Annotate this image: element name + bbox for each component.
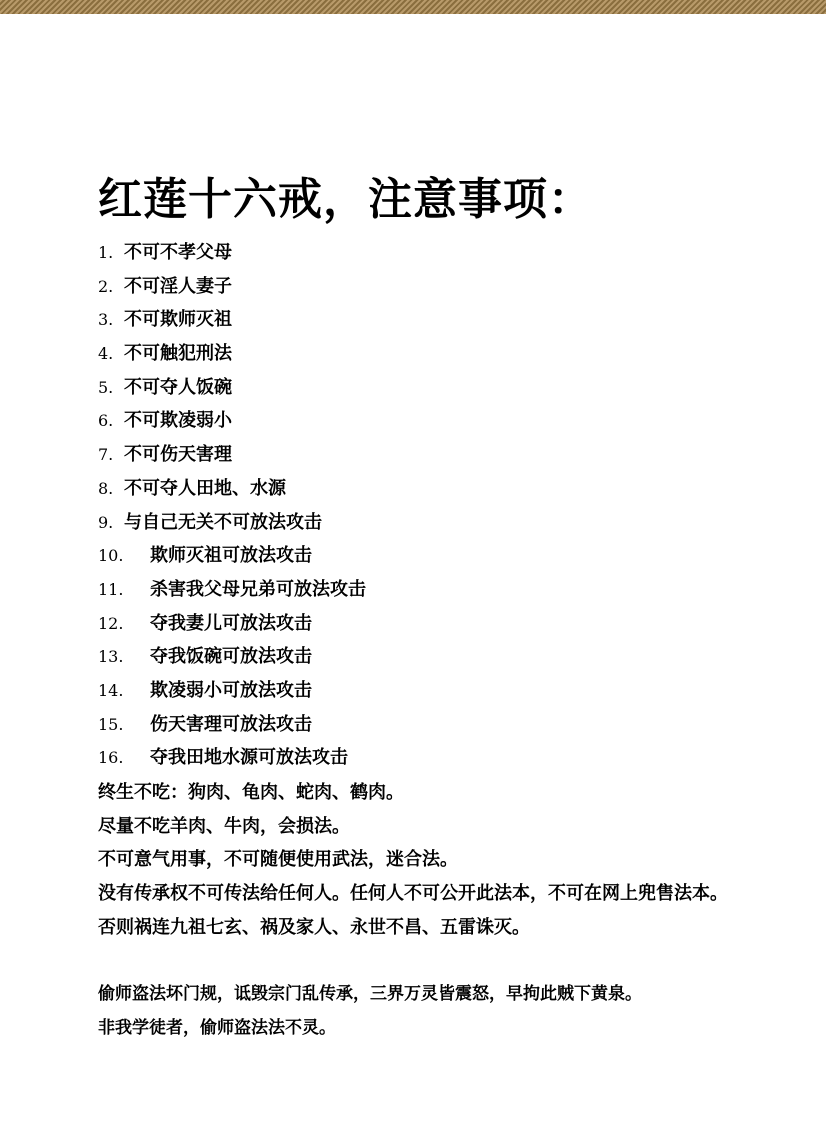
list-text: 不可欺师灭祖 [124, 309, 232, 331]
list-item [98, 236, 788, 270]
list-text: 不可夺人饭碗 [124, 376, 232, 398]
list-number: 13. [98, 647, 124, 667]
warning-section [98, 978, 798, 1045]
decorative-top-border [0, 0, 826, 14]
list-text: 欺凌弱小可放法攻击 [150, 679, 312, 701]
note-line: 终生不吃：狗肉、龟肉、蛇肉、鹤肉。 [98, 782, 404, 803]
rules-list [98, 236, 788, 775]
list-item [98, 438, 788, 472]
list-number: 3. [98, 310, 114, 330]
list-item [98, 506, 788, 540]
page-title: 红莲十六戒，注意事项： [98, 174, 593, 225]
list-item [98, 607, 788, 641]
list-number: 5. [98, 377, 114, 397]
warning-line: 偷师盗法坏门规，诋毁宗门乱传承，三界万灵皆震怒，早拘此贼下黄泉。 [98, 984, 642, 1004]
list-text: 夺我田地水源可放法攻击 [150, 747, 348, 769]
list-item [98, 270, 788, 304]
list-number: 15. [98, 714, 124, 734]
list-text: 欺师灭祖可放法攻击 [150, 545, 312, 567]
list-number: 1. [98, 243, 114, 262]
list-text: 不可伤天害理 [124, 444, 232, 466]
list-item [98, 573, 788, 607]
list-item [98, 539, 788, 573]
list-number: 4. [98, 344, 114, 364]
list-number: 10. [98, 546, 124, 566]
note-line: 不可意气用事，不可随便使用武法，迷合法。 [98, 849, 458, 871]
list-text: 与自己无关不可放法攻击 [124, 511, 322, 533]
list-number: 6. [98, 411, 114, 431]
list-number: 12. [98, 613, 124, 633]
list-number: 9. [98, 512, 114, 532]
list-item [98, 472, 788, 506]
list-text: 伤天害理可放法攻击 [150, 713, 312, 735]
list-item [98, 337, 788, 371]
list-number: 14. [98, 680, 124, 700]
list-text: 杀害我父母兄弟可放法攻击 [150, 578, 366, 600]
list-text: 不可欺凌弱小 [124, 410, 232, 432]
list-item [98, 741, 788, 775]
warning-line: 非我学徒者，偷师盗法法不灵。 [98, 1017, 336, 1038]
note-line: 否则祸连九祖七玄、祸及家人、永世不昌、五雷诛灭。 [98, 916, 530, 938]
list-item [98, 708, 788, 742]
list-item [98, 404, 788, 438]
list-text: 夺我妻儿可放法攻击 [150, 612, 312, 634]
list-text: 不可淫人妻子 [124, 275, 232, 297]
list-item [98, 371, 788, 405]
list-text: 不可夺人田地、水源 [124, 477, 286, 499]
list-text: 不可不孝父母 [124, 242, 232, 263]
list-text: 不可触犯刑法 [124, 343, 232, 365]
list-item [98, 303, 788, 337]
list-number: 2. [98, 276, 114, 296]
notes-section [98, 776, 798, 944]
list-number: 16. [98, 748, 124, 768]
list-text: 夺我饭碗可放法攻击 [150, 646, 312, 668]
list-number: 7. [98, 445, 114, 465]
list-item [98, 640, 788, 674]
list-number: 11. [98, 579, 124, 599]
note-line: 尽量不吃羊肉、牛肉，会损法。 [98, 815, 350, 837]
list-number: 8. [98, 478, 114, 498]
note-line: 没有传承权不可传法给任何人。任何人不可公开此法本，不可在网上兜售法本。 [98, 883, 728, 905]
list-item [98, 674, 788, 708]
